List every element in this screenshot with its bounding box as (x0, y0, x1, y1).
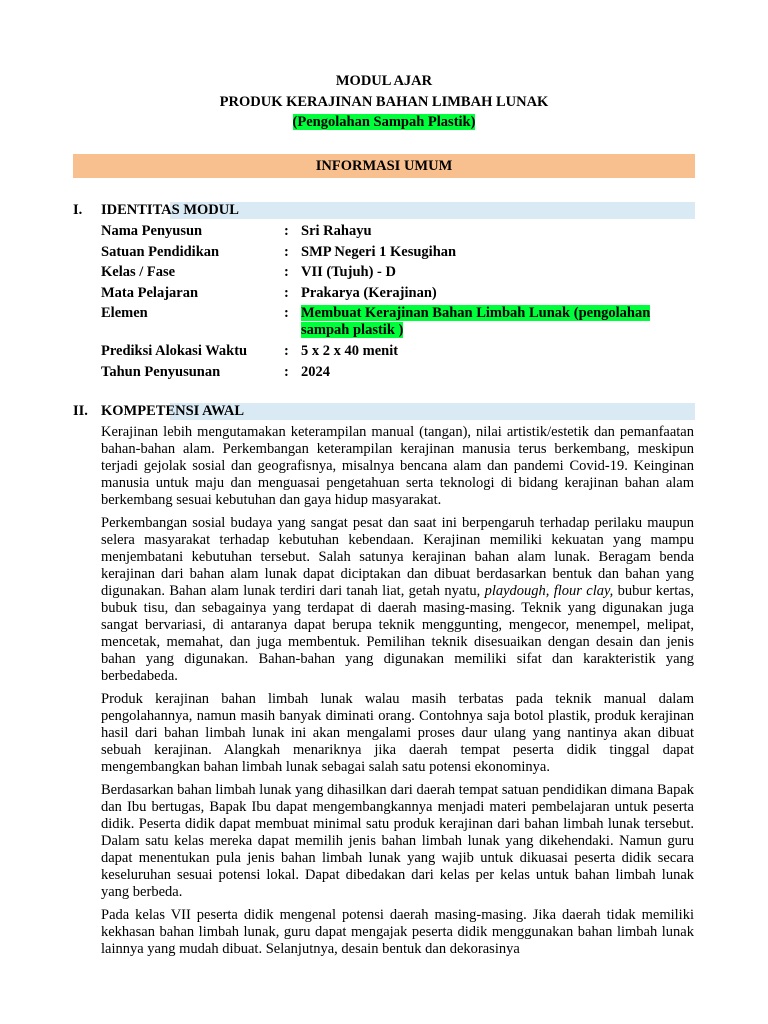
identitas-colon: : (284, 264, 289, 281)
identitas-row (101, 285, 695, 302)
section-heading-kompetensi (73, 403, 695, 420)
identitas-value-highlighted (301, 305, 695, 339)
identitas-label: Satuan Pendidikan (101, 243, 220, 260)
identitas-colon: : (284, 243, 289, 260)
paragraph: Berdasarkan bahan limbah lunak yang dihasilkan dari daerah tempat satuan pendidikan dimana Bapak dan Ibu bertugas, Bapak Ibu dapat mengembangkannya menjadi materi pembelajaran untuk peserta didik. Peserta didik dapat membuat minimal satu produk kerajinan dari bahan limbah lunak tersebut. Dalam satu kelas mereka dapat memilih jenis bahan limbah lunak yang dikehendaki. Namun guru dapat menentukan pula jenis bahan limbah lunak yang wajib untuk dikuasai peserta didik secara keseluruhan sesuai potensi lokal. Dapat dibedakan dari kelas per kelas untuk bahan limbah lunak yang berbeda. (101, 782, 694, 900)
kompetensi-body (101, 424, 694, 964)
identitas-value: VII (Tujuh) - D (301, 264, 396, 281)
identitas-table (101, 223, 695, 384)
identitas-label: Kelas / Fase (101, 264, 176, 281)
doc-title: MODUL AJAR (335, 73, 433, 89)
identitas-label: Mata Pelajaran (101, 284, 199, 301)
identitas-row (101, 264, 695, 281)
paragraph: Kerajinan lebih mengutamakan keterampilan manual (tangan), nilai artistik/estetik dan pemanfaatan bahan-bahan alam. Perkembangan keterampilan kerajinan manusia terus berkembang, meskipun terjadi gejolak sosial dan geografisnya, misalnya bencana alam dan pandemi Covid-19. Keinginan manusia untuk maju dan menguasai pengetahuan serta teknologi di bidang kerajinan bahan alam berkembang sesuai kebutuhan dan gaya hidup masyarakat. (101, 424, 694, 508)
paragraph: Produk kerajinan bahan limbah lunak walau masih terbatas pada teknik manual dalam pengolahannya, namun masih banyak diminati orang. Contohnya saja botol plastik, produk kerajinan hasil dari bahan limbah lunak ini akan mengalami proses daur ulang yang nantinya akan dibuat sebuah kerajinan. Alangkah menariknya jika daerah tempat peserta didik tinggal dapat mengembangkan bahan limbah lunak sebagai salah satu potensi ekonominya. (101, 691, 694, 775)
identitas-value: Sri Rahayu (301, 223, 372, 239)
identitas-row (101, 343, 695, 360)
identitas-row (101, 223, 695, 240)
identitas-colon: : (284, 284, 289, 301)
highlighted-elemen: Membuat Kerajinan Bahan Limbah Lunak (pengolahan sampah plastik ) (301, 305, 651, 339)
section-number: II. (73, 403, 88, 419)
section-title: KOMPETENSI AWAL (101, 403, 245, 419)
doc-subtitle-2 (0, 112, 768, 132)
identitas-label: Prediksi Alokasi Waktu (101, 342, 248, 359)
section-heading-identitas (73, 202, 695, 219)
identitas-colon: : (284, 305, 289, 322)
section-banner-informasi-umum: INFORMASI UMUM (73, 154, 695, 178)
identitas-value: 5 x 2 x 40 menit (301, 342, 399, 359)
doc-subtitle: PRODUK KERAJINAN BAHAN LIMBAH LUNAK (219, 94, 549, 110)
identitas-value: SMP Negeri 1 Kesugihan (301, 243, 457, 260)
paragraph-text: Perkembangan sosial budaya yang sangat pesat dan saat ini berpengaruh terhadap perilaku maupun selera masyarakat terhadap kebutuhan kebendaan. Kerajinan memiliki kekuatan yang mampu menjembatani kebutuhan tersebut. Salah satunya kerajinan bahan alam lunak. Beragam benda kerajinan dari bahan alam lunak dapat diciptakan dan dibuat berdasarkan bentuk dan bahan yang digunakan. Bahan alam lunak terdiri dari tanah liat, getah nyatu, (101, 515, 694, 599)
identitas-row (101, 244, 695, 261)
identitas-value: Prakarya (Kerajinan) (301, 284, 437, 301)
paragraph: Pada kelas VII peserta didik mengenal potensi daerah masing-masing. Jika daerah tidak memiliki kekhasan bahan limbah lunak, guru dapat mengajak peserta didik menggunakan bahan limbah lunak lainnya yang mudah dibuat. Selanjutnya, desain bentuk dan dekorasinya (101, 907, 694, 957)
paragraph (101, 515, 694, 685)
section-heading-bar (170, 403, 695, 420)
highlighted-subtitle: (Pengolahan Sampah Plastik) (292, 114, 476, 130)
identitas-colon: : (284, 223, 289, 239)
identitas-colon: : (284, 363, 289, 380)
identitas-label: Tahun Penyusunan (101, 363, 221, 380)
identitas-colon: : (284, 342, 289, 359)
section-title: IDENTITAS MODUL (101, 202, 239, 218)
section-number: I. (73, 202, 83, 218)
identitas-label: Elemen (101, 305, 148, 322)
paragraph-italic-text: playdough, flour clay, (484, 583, 614, 599)
identitas-label: Nama Penyusun (101, 223, 203, 239)
paragraph-text: bubur kertas, bubuk tisu, dan sebagainya yang terdapat di daerah masing-masing. Teknik yang digunakan juga sangat bervariasi, di antaranya dapat berupa teknik menggunting, mengecor, menempel, melipat, mencetak, memahat, dan juga membentuk. Pemilihan teknik disesuaikan dengan desain dan jenis bahan yang digunakan. Bahan-bahan yang digunakan memiliki sifat dan karakteristik yang berbedabeda. (101, 583, 694, 684)
section-heading-bar (170, 202, 695, 219)
identitas-row (101, 305, 695, 339)
identitas-value: 2024 (301, 363, 330, 380)
identitas-row (101, 364, 695, 381)
